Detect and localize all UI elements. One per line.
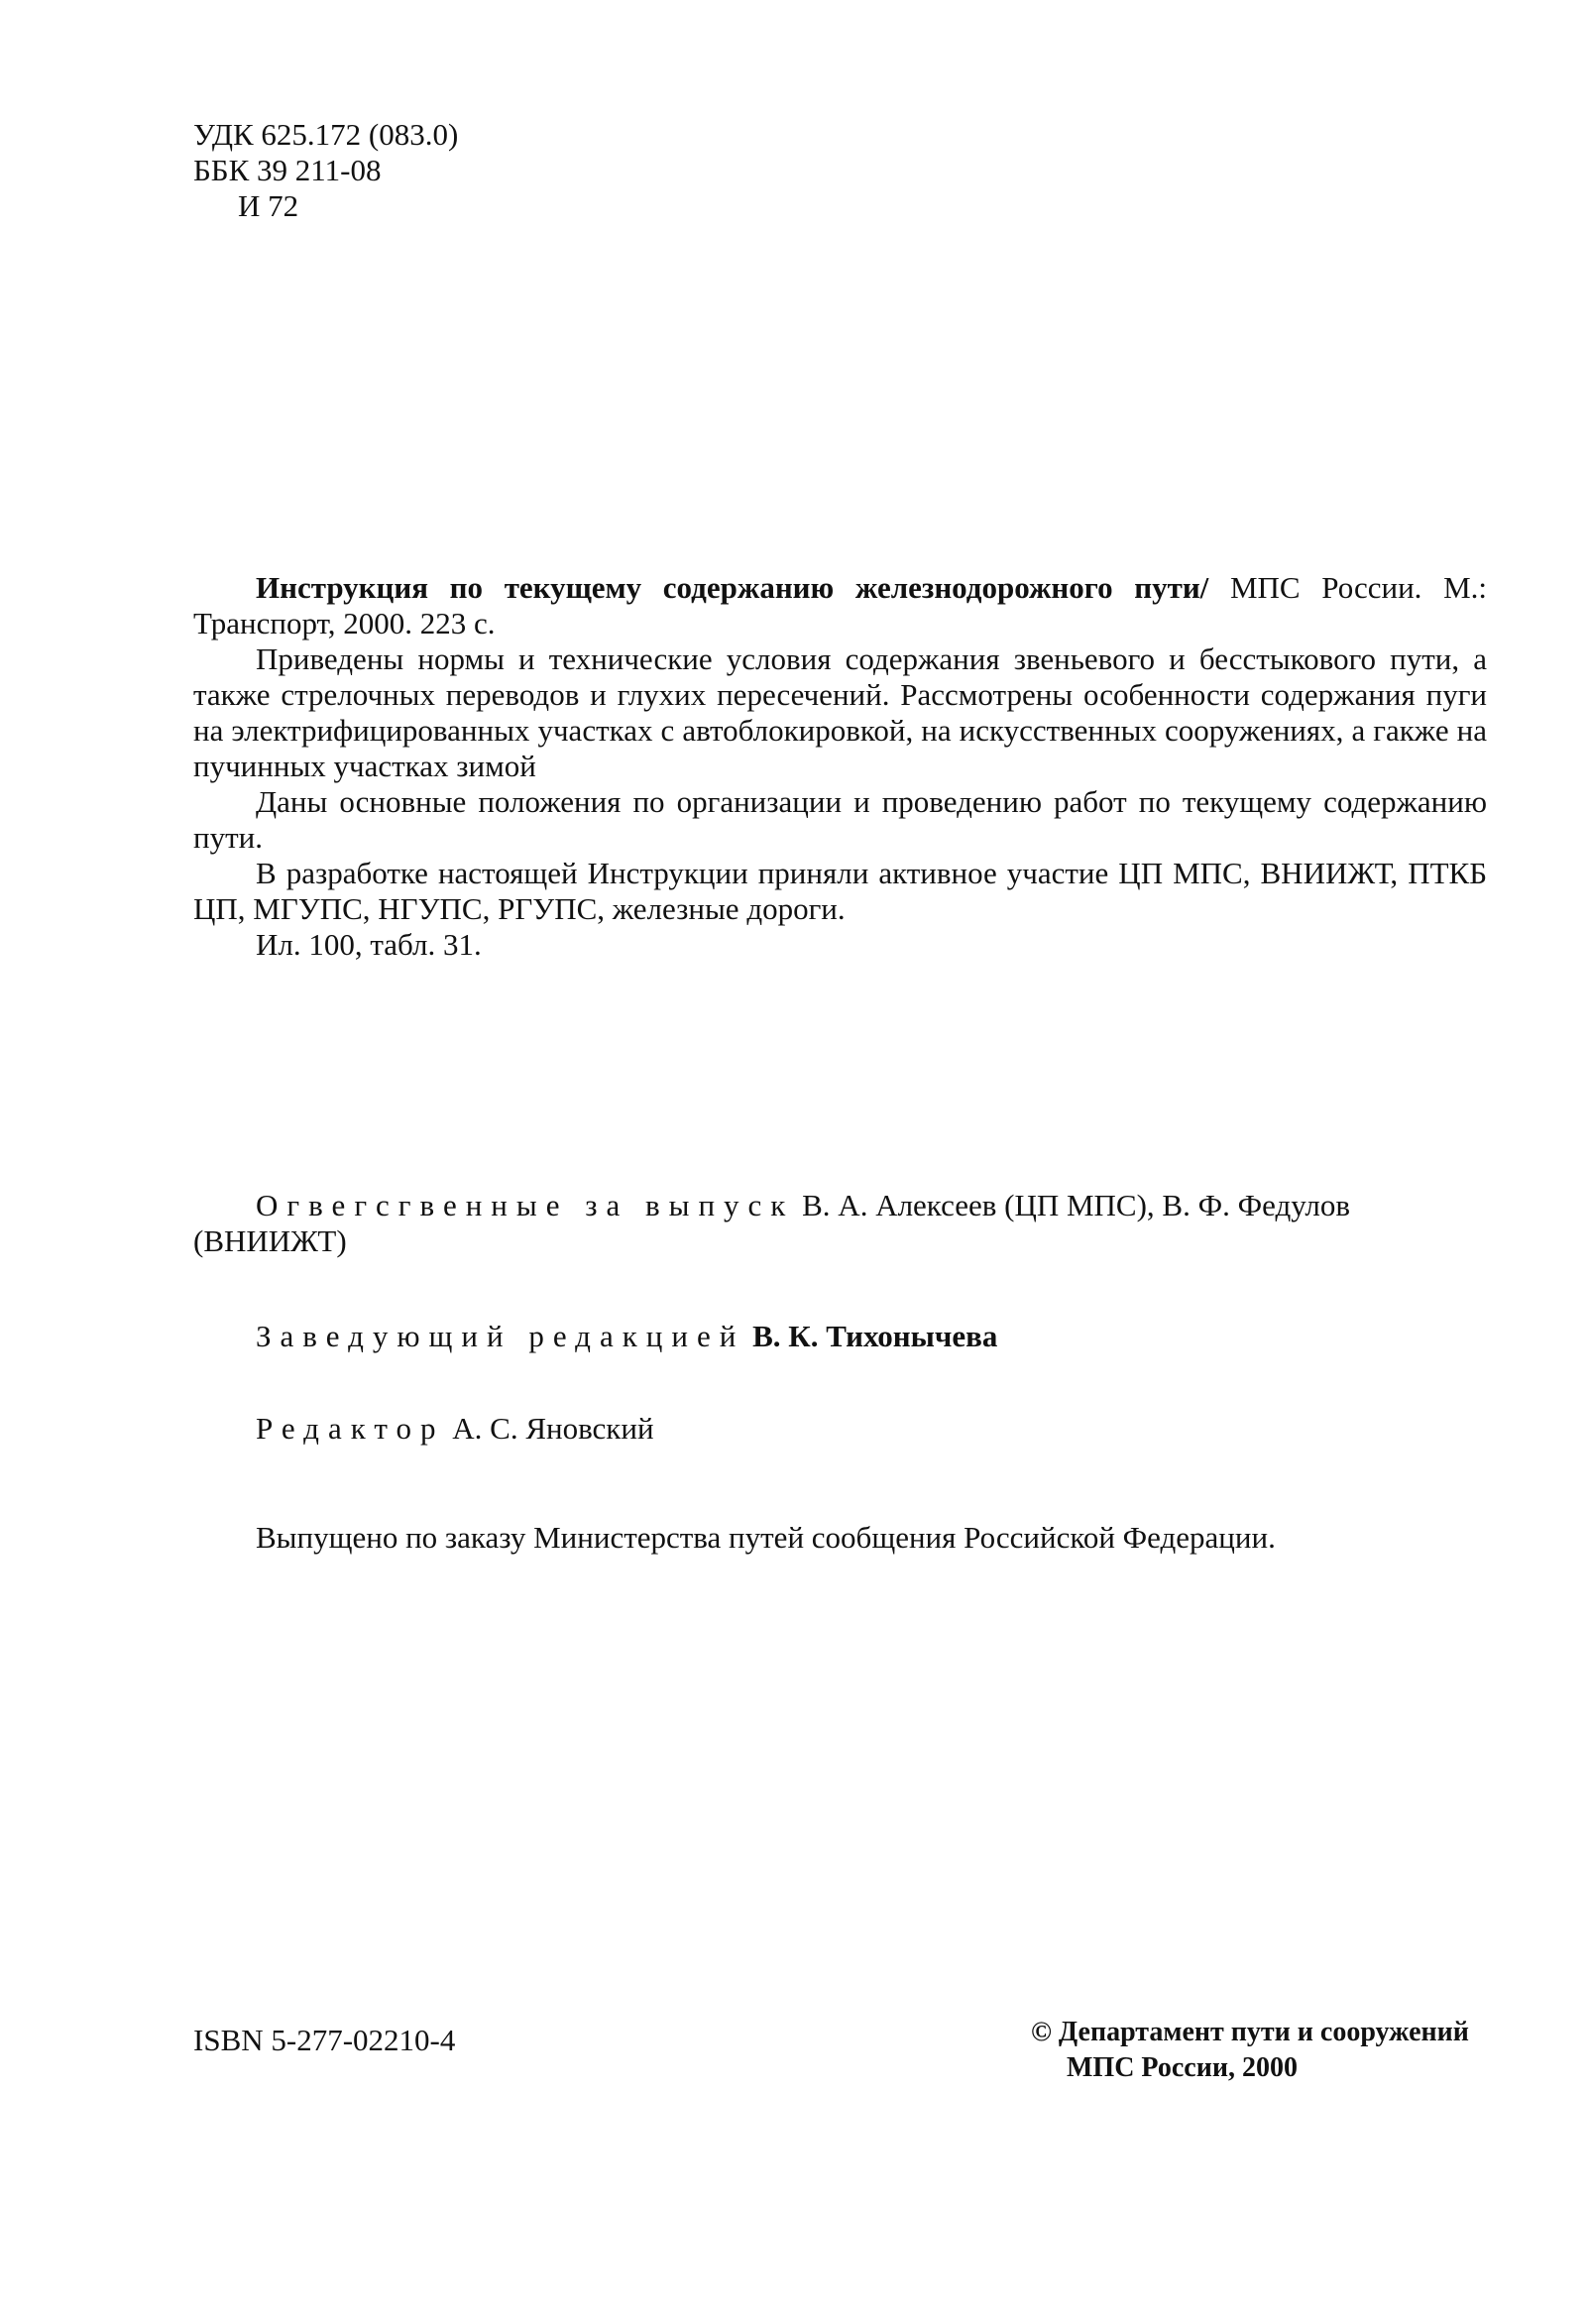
head-editor-label: Заведующий редакцией	[256, 1319, 745, 1353]
editor-credit	[193, 1411, 1487, 1447]
abstract-block	[193, 570, 1487, 963]
document-title: Инструкция по текущему содержанию железнодорожного пути/	[256, 570, 1209, 605]
bibliographic-entry	[193, 570, 1487, 641]
head-editor-credit	[193, 1319, 1487, 1354]
order-note	[193, 1520, 1487, 1556]
author-index: И 72	[238, 188, 299, 223]
copyright-block	[1031, 2015, 1469, 2086]
copyright-line-1: © Департамент пути и сооружений	[1031, 2017, 1469, 2047]
editor-name: А. С. Яновский	[444, 1411, 654, 1446]
classification-codes	[193, 117, 458, 224]
abstract-paragraph-2: Даны основные положения по организации и проведению работ по текущему содержанию пути.	[193, 784, 1487, 855]
bbk-code: ББК 39 211-08	[193, 153, 382, 187]
head-editor-name: В. К. Тихонычева	[744, 1319, 998, 1353]
udk-code: УДК 625.172 (083.0)	[193, 117, 459, 152]
copyright-line-2: МПС России, 2000	[1067, 2052, 1298, 2083]
abstract-paragraph-3: В разработке настоящей Инструкции приняли активное участие ЦП МПС, ВНИИЖТ, ПТКБ ЦП, МГУПС, НГУПС, РГУПС, железные дороги.	[193, 856, 1487, 926]
responsible-label: Огвегсгвенные за выпуск	[256, 1188, 795, 1222]
abstract-paragraph-4: Ил. 100, табл. 31.	[256, 927, 482, 962]
abstract-paragraph-1: Приведены нормы и технические условия содержания звеньевого и бесстыкового пути, а также стрелочных переводов и глухих пересечений. Рассмотрены особенности содержания пуги на электрифицированных участках с автоблокировкой, на искусственных сооружениях, а гакже на пучинных участках зимой	[193, 641, 1487, 783]
isbn: ISBN 5-277-02210-4	[193, 2023, 456, 2057]
citation: МПС России. М.: Транспорт, 2000. 223 с.	[193, 570, 1487, 640]
responsible-names: В. А. Алексеев (ЦП МПС), В. Ф. Федулов (ВНИИЖТ)	[193, 1188, 1350, 1258]
responsible-credit	[193, 1188, 1487, 1259]
editor-label: Редактор	[256, 1411, 445, 1446]
order-text: Выпущено по заказу Министерства путей сообщения Российской Федерации.	[256, 1520, 1276, 1555]
